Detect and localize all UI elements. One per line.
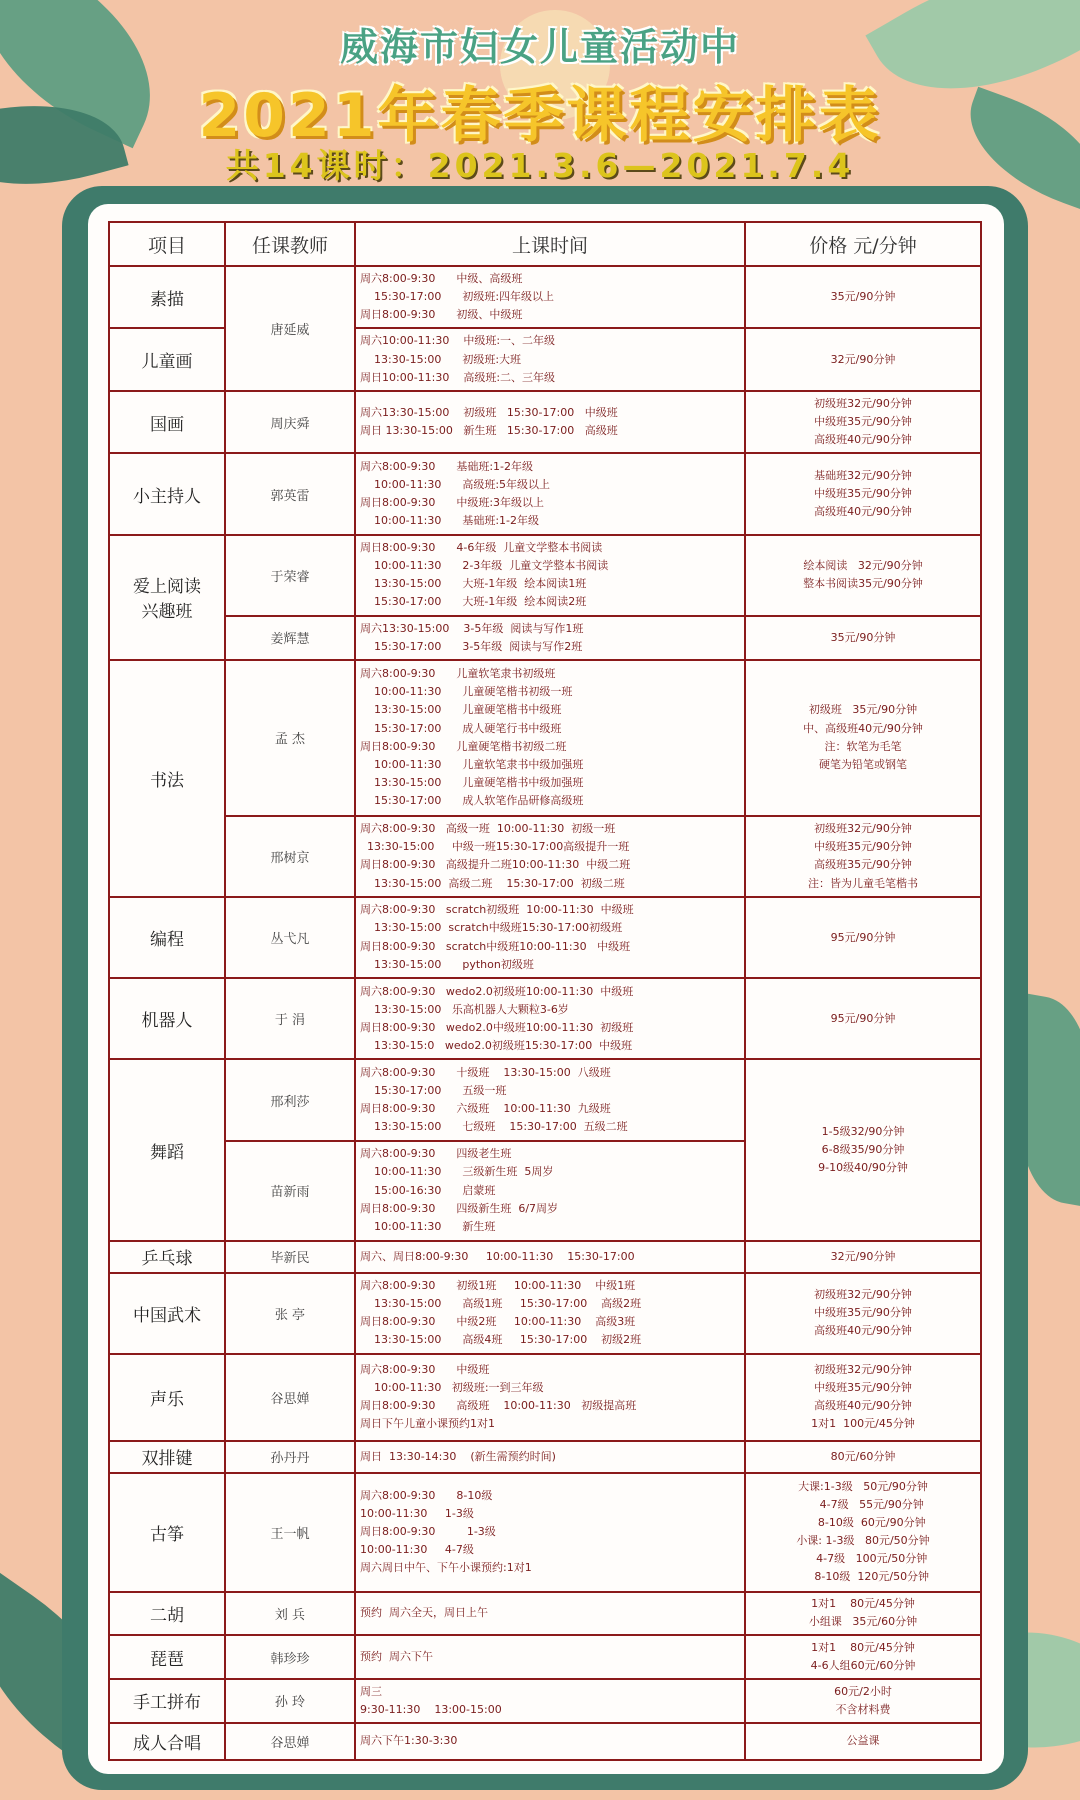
- course-subject: 声乐: [109, 1354, 225, 1441]
- price-line: 32元/90分钟: [830, 1249, 896, 1263]
- table-row: [109, 897, 981, 978]
- course-price: [745, 328, 981, 390]
- price-line: 35元/90分钟: [830, 290, 896, 304]
- time-line: 10:00-11:30 新生班: [360, 1219, 496, 1233]
- price-line: 初级班32元/90分钟: [814, 396, 912, 410]
- course-subject: 舞蹈: [109, 1059, 225, 1240]
- course-teacher: 于荣睿: [225, 535, 355, 616]
- time-line: 13:30-15:00 乐高机器人大颗粒3-6岁: [360, 1002, 569, 1016]
- course-teacher: 张 亭: [225, 1273, 355, 1354]
- time-line: 周六8:00-9:30 wedo2.0初级班10:00-11:30 中级班: [360, 984, 634, 998]
- time-line: 周日8:00-9:30 六级班 10:00-11:30 九级班: [360, 1102, 611, 1116]
- time-line: 15:30-17:00 大班-1年级 绘本阅读2班: [360, 595, 587, 609]
- time-line: 13:30-15:00 大班-1年级 绘本阅读1班: [360, 577, 587, 591]
- time-line: 15:30-17:00 成人软笔作品研修高级班: [360, 794, 584, 808]
- time-line: 周日 13:30-15:00 新生班 15:30-17:00 高级班: [360, 424, 618, 438]
- time-line: 13:30-15:00 七级班 15:30-17:00 五级二班: [360, 1120, 628, 1134]
- course-teacher: 丛弋凡: [225, 897, 355, 978]
- price-line: 初级班32元/90分钟: [814, 1363, 912, 1377]
- course-price: [745, 1273, 981, 1354]
- time-line: 9:30-11:30 13:00-15:00: [360, 1702, 502, 1716]
- time-line: 周日10:00-11:30 高级班:二、三年级: [360, 370, 556, 384]
- table-row: [109, 453, 981, 534]
- course-time: [355, 1354, 745, 1441]
- time-line: 周六8:00-9:30 中级班: [360, 1363, 490, 1377]
- time-line: 周六下午1:30-3:30: [360, 1734, 458, 1748]
- course-time: [355, 616, 745, 660]
- time-line: 周日8:00-9:30 中级班:3年级以上: [360, 496, 545, 510]
- course-price: [745, 1241, 981, 1273]
- price-line: 初级班32元/90分钟: [814, 822, 912, 836]
- course-time: [355, 391, 745, 453]
- course-teacher: 谷思婵: [225, 1354, 355, 1441]
- price-line: 4-7级 100元/50分钟: [798, 1552, 928, 1566]
- price-line: 注：软笔为毛笔: [824, 739, 902, 753]
- course-time: [355, 1059, 745, 1140]
- course-price: [745, 1723, 981, 1760]
- time-line: 周六8:00-9:30 基础班:1-2年级: [360, 459, 534, 473]
- table-header-row: [109, 222, 981, 266]
- course-teacher: 邢树京: [225, 816, 355, 897]
- course-subject: 琵琶: [109, 1635, 225, 1679]
- course-subject: 手工拼布: [109, 1679, 225, 1723]
- time-line: 15:30-17:00 初级班:四年级以上: [360, 290, 555, 304]
- table-row: [109, 535, 981, 616]
- column-header: 上课时间: [355, 222, 745, 266]
- price-line: 中级班35元/90分钟: [814, 1306, 912, 1320]
- table-row: [109, 1354, 981, 1441]
- price-line: 32元/90分钟: [830, 352, 896, 366]
- time-line: 13:30-15:00 高级1班 15:30-17:00 高级2班: [360, 1297, 642, 1311]
- course-teacher: 王一帆: [225, 1473, 355, 1592]
- table-row: [109, 660, 981, 816]
- course-teacher: 孙 玲: [225, 1679, 355, 1723]
- time-line: 13:30-15:00 scratch中级班15:30-17:00初级班: [360, 921, 623, 935]
- course-subject: 双排键: [109, 1441, 225, 1473]
- price-line: 60元/2小时: [834, 1684, 892, 1698]
- course-time: [355, 816, 745, 897]
- column-header: 任课教师: [225, 222, 355, 266]
- time-line: 周日8:00-9:30 wedo2.0中级班10:00-11:30 初级班: [360, 1020, 634, 1034]
- price-line: 硬笔为铅笔或钢笔: [819, 757, 907, 771]
- course-price: [745, 391, 981, 453]
- time-line: 周日8:00-9:30 初级、中级班: [360, 308, 523, 322]
- price-line: 初级班32元/90分钟: [814, 1288, 912, 1302]
- course-price: [745, 1592, 981, 1636]
- course-teacher: 邢利莎: [225, 1059, 355, 1140]
- table-row: [109, 978, 981, 1059]
- price-line: 基础班32元/90分钟: [814, 468, 912, 482]
- table-row: [109, 616, 981, 660]
- price-line: 4-7级 55元/90分钟: [802, 1497, 924, 1511]
- table-row: [109, 816, 981, 897]
- time-line: 周六8:00-9:30 8-10级: [360, 1488, 493, 1502]
- course-price: [745, 1473, 981, 1592]
- time-line: 周日8:00-9:30 高级班 10:00-11:30 初级提高班: [360, 1399, 637, 1413]
- time-line: 周日8:00-9:30 儿童硬笔楷书初级二班: [360, 739, 567, 753]
- time-line: 13:30-15:00 高级二班 15:30-17:00 初级二班: [360, 876, 625, 890]
- price-line: 不含材料费: [835, 1702, 891, 1716]
- course-time: [355, 1679, 745, 1723]
- time-line: 周日8:00-9:30 高级提升二班10:00-11:30 中级二班: [360, 858, 631, 872]
- table-row: [109, 1635, 981, 1679]
- organization-name: 威海市妇女儿童活动中: [339, 25, 740, 69]
- time-line: 周六10:00-11:30 中级班:一、二年级: [360, 334, 556, 348]
- price-line: 小课: 1-3级 80元/50分钟: [796, 1534, 930, 1548]
- course-teacher: 姜辉慧: [225, 616, 355, 660]
- course-teacher: 刘 兵: [225, 1592, 355, 1636]
- time-line: 周日8:00-9:30 4-6年级 儿童文学整本书阅读: [360, 540, 603, 554]
- time-line: 周日8:00-9:30 scratch中级班10:00-11:30 中级班: [360, 939, 631, 953]
- table-row: [109, 1059, 981, 1140]
- course-teacher: 孟 杰: [225, 660, 355, 816]
- time-line: 13:30-15:00 儿童硬笔楷书中级加强班: [360, 775, 584, 789]
- table-row: [109, 1723, 981, 1760]
- course-time: [355, 897, 745, 978]
- table-row: [109, 1592, 981, 1636]
- course-teacher: 谷思婵: [225, 1723, 355, 1760]
- course-time: [355, 1273, 745, 1354]
- table-row: [109, 1241, 981, 1273]
- time-line: 10:00-11:30 儿童软笔隶书中级加强班: [360, 757, 584, 771]
- price-line: 大课:1-3级 50元/90分钟: [798, 1479, 928, 1493]
- time-line: 预约 周六全天，周日上午: [360, 1606, 488, 1620]
- price-line: 中级班35元/90分钟: [814, 1381, 912, 1395]
- price-line: 初级班 35元/90分钟: [808, 703, 918, 717]
- course-price: [745, 616, 981, 660]
- price-line: 绘本阅读 32元/90分钟: [803, 559, 923, 573]
- time-line: 15:30-17:00 成人硬笔行书中级班: [360, 721, 562, 735]
- time-line: 周六8:00-9:30 四级老生班: [360, 1147, 512, 1161]
- time-line: 10:00-11:30 2-3年级 儿童文学整本书阅读: [360, 559, 609, 573]
- time-line: 周六8:00-9:30 初级1班 10:00-11:30 中级1班: [360, 1279, 636, 1292]
- price-line: 整本书阅读35元/90分钟: [803, 577, 923, 591]
- course-time: [355, 1241, 745, 1273]
- course-price: [745, 1635, 981, 1679]
- price-line: 1对1 80元/45分钟: [811, 1640, 915, 1654]
- time-line: 周六周日中午、下午小课预约:1对1: [360, 1561, 532, 1575]
- time-line: 周六8:00-9:30 高级一班 10:00-11:30 初级一班: [360, 822, 616, 836]
- time-line: 10:00-11:30 高级班:5年级以上: [360, 477, 551, 491]
- time-line: 预约 周六下午: [360, 1650, 433, 1663]
- course-subject: 爱上阅读 兴趣班: [109, 535, 225, 660]
- column-header: 价格 元/分钟: [745, 222, 981, 266]
- course-subject: 书法: [109, 660, 225, 897]
- course-teacher: 于 涓: [225, 978, 355, 1059]
- course-subject: 素描: [109, 266, 225, 328]
- price-line: 35元/90分钟: [830, 630, 896, 644]
- price-line: 6-8级35/90分钟: [821, 1142, 905, 1156]
- course-price: [745, 660, 981, 816]
- price-line: 95元/90分钟: [830, 1011, 896, 1025]
- column-header: 项目: [109, 222, 225, 266]
- price-line: 8-10级 120元/50分钟: [796, 1570, 930, 1584]
- price-line: 高级班40元/90分钟: [814, 505, 912, 519]
- time-line: 10:00-11:30 基础班:1-2年级: [360, 514, 540, 528]
- course-time: [355, 453, 745, 534]
- table-row: [109, 1273, 981, 1354]
- time-line: 13:30-15:00 python初级班: [360, 957, 534, 971]
- course-teacher: 周庆舜: [225, 391, 355, 453]
- course-teacher: 孙丹丹: [225, 1441, 355, 1473]
- time-line: 周六8:00-9:30 儿童软笔隶书初级班: [360, 667, 556, 681]
- time-line: 周六8:00-9:30 中级、高级班: [360, 272, 523, 286]
- course-teacher: 苗新雨: [225, 1141, 355, 1241]
- time-line: 周六、周日8:00-9:30 10:00-11:30 15:30-17:00: [360, 1249, 635, 1263]
- course-subject: 古筝: [109, 1473, 225, 1592]
- header: [0, 0, 1080, 190]
- time-line: 周六13:30-15:00 初级班 15:30-17:00 中级班: [360, 406, 618, 420]
- time-line: 13:30-15:0 wedo2.0初级班15:30-17:00 中级班: [360, 1038, 633, 1052]
- price-line: 8-10级 60元/90分钟: [800, 1516, 926, 1529]
- price-line: 中级班35元/90分钟: [814, 840, 912, 854]
- price-line: 高级班40元/90分钟: [814, 1399, 912, 1413]
- price-line: 高级班40元/90分钟: [814, 433, 912, 447]
- course-time: [355, 1592, 745, 1636]
- course-time: [355, 1473, 745, 1592]
- time-line: 周日 13:30-14:30 (新生需预约时间): [360, 1449, 556, 1463]
- schedule-table: [108, 221, 982, 1761]
- time-line: 周六8:00-9:30 十级班 13:30-15:00 八级班: [360, 1065, 611, 1079]
- course-subject: 机器人: [109, 978, 225, 1059]
- page-subtitle: 共14课时：2021.3.6—2021.7.4: [225, 146, 855, 185]
- price-line: 注：皆为儿童毛笔楷书: [808, 876, 918, 890]
- time-line: 10:00-11:30 初级班:一到三年级: [360, 1381, 544, 1395]
- table-row: [109, 1473, 981, 1592]
- course-subject: 小主持人: [109, 453, 225, 534]
- course-price: [745, 266, 981, 328]
- course-price: [745, 816, 981, 897]
- course-price: [745, 453, 981, 534]
- course-time: [355, 660, 745, 816]
- price-line: 中、高级班40元/90分钟: [803, 721, 923, 735]
- time-line: 周日8:00-9:30 中级2班 10:00-11:30 高级3班: [360, 1315, 636, 1329]
- course-subject: 中国武术: [109, 1273, 225, 1354]
- course-teacher: 毕新民: [225, 1241, 355, 1273]
- course-price: [745, 1679, 981, 1723]
- course-subject: 国画: [109, 391, 225, 453]
- price-line: 80元/60分钟: [830, 1449, 896, 1463]
- course-subject: 二胡: [109, 1592, 225, 1636]
- course-teacher: 郭英雷: [225, 453, 355, 534]
- time-line: 10:00-11:30 1-3级: [360, 1506, 474, 1520]
- price-line: 中级班35元/90分钟: [814, 415, 912, 429]
- price-line: 9-10级40/90分钟: [818, 1161, 908, 1175]
- time-line: 周日下午儿童小课预约1对1: [360, 1417, 495, 1431]
- price-line: 中级班35元/90分钟: [814, 486, 912, 500]
- page-title: 2021年春季课程安排表: [198, 81, 882, 151]
- course-price: [745, 978, 981, 1059]
- course-time: [355, 1441, 745, 1473]
- course-teacher: 唐延威: [225, 266, 355, 391]
- course-time: [355, 328, 745, 390]
- course-price: [745, 1059, 981, 1240]
- course-subject: 儿童画: [109, 328, 225, 390]
- table-row: [109, 1441, 981, 1473]
- time-line: 周日8:00-9:30 四级新生班 6/7周岁: [360, 1201, 559, 1215]
- time-line: 13:30-15:00 高级4班 15:30-17:00 初级2班: [360, 1333, 642, 1347]
- course-price: [745, 897, 981, 978]
- time-line: 周三: [360, 1684, 382, 1698]
- time-line: 13:30-15:00 儿童硬笔楷书中级班: [360, 703, 562, 717]
- time-line: 13:30-15:00 中级一班15:30-17:00高级提升一班: [360, 840, 630, 854]
- time-line: 周六13:30-15:00 3-5年级 阅读与写作1班: [360, 621, 584, 635]
- course-price: [745, 1441, 981, 1473]
- time-line: 周日8:00-9:30 1-3级: [360, 1525, 496, 1539]
- course-subject: 乒乓球: [109, 1241, 225, 1273]
- price-line: 1对1 100元/45分钟: [811, 1417, 915, 1431]
- table-row: [109, 266, 981, 328]
- price-line: 公益课: [846, 1734, 880, 1748]
- course-time: [355, 1723, 745, 1760]
- course-subject: 编程: [109, 897, 225, 978]
- price-line: 小组课 35元/60分钟: [808, 1615, 918, 1629]
- course-price: [745, 1354, 981, 1441]
- time-line: 15:30-17:00 3-5年级 阅读与写作2班: [360, 639, 583, 653]
- time-line: 10:00-11:30 儿童硬笔楷书初级一班: [360, 685, 573, 699]
- price-line: 4-6人组60元/60分钟: [810, 1659, 916, 1673]
- price-line: 95元/90分钟: [830, 930, 896, 944]
- time-line: 10:00-11:30 三级新生班 5周岁: [360, 1165, 554, 1179]
- time-line: 10:00-11:30 4-7级: [360, 1543, 474, 1557]
- time-line: 周六8:00-9:30 scratch初级班 10:00-11:30 中级班: [360, 903, 634, 917]
- time-line: 15:30-17:00 五级一班: [360, 1083, 507, 1097]
- course-time: [355, 266, 745, 328]
- course-teacher: 韩珍珍: [225, 1635, 355, 1679]
- course-time: [355, 1141, 745, 1241]
- price-line: 高级班35元/90分钟: [814, 858, 912, 872]
- table-row: [109, 391, 981, 453]
- time-line: 13:30-15:00 初级班:大班: [360, 352, 522, 366]
- table-row: [109, 1679, 981, 1723]
- price-line: 1-5级32/90分钟: [821, 1124, 905, 1138]
- course-time: [355, 978, 745, 1059]
- time-line: 15:00-16:30 启蒙班: [360, 1183, 496, 1197]
- course-time: [355, 535, 745, 616]
- course-subject: 成人合唱: [109, 1723, 225, 1760]
- price-line: 1对1 80元/45分钟: [811, 1597, 915, 1611]
- course-time: [355, 1635, 745, 1679]
- price-line: 高级班40元/90分钟: [814, 1324, 912, 1338]
- course-price: [745, 535, 981, 616]
